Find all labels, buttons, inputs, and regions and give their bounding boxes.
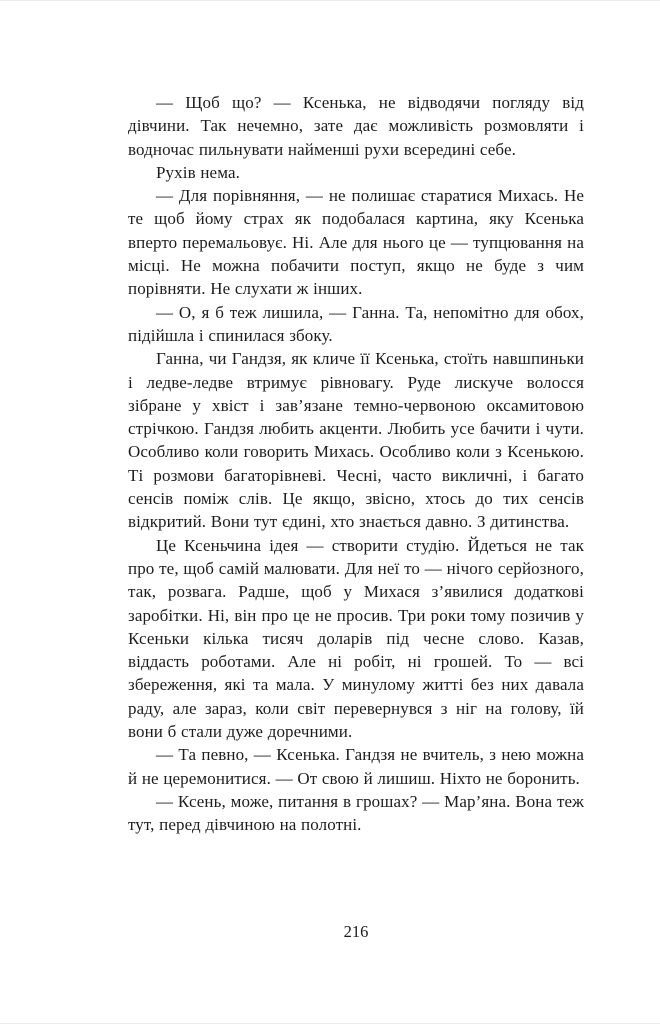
- paragraph: — Для порівняння, — не полишає старатися Михась. Не те щоб йому страх як подобалася картина, яку Ксенька вперто перемальовує. Ні. Але для нього це — тупцювання на місці. Не можна побачити поступ, якщо не буде з чим порівняти. Не слухати ж інших.: [128, 186, 584, 299]
- page-number: 216: [343, 922, 369, 941]
- paragraph: — О, я б теж лишила, — Ганна. Та, непомітно для обох, підійшла і спинилася збоку.: [128, 302, 584, 345]
- paragraph: — Ксень, може, питання в грошах? — Мар’яна. Вона теж тут, перед дівчиною на полотні.: [128, 791, 584, 835]
- paragraph: Це Ксеньчина ідея — створити студію. Йдеться не так про те, щоб самій малювати. Для неї то — нічого серйозного, так, розвага. Радше, щоб у Михася з’явилися додаткові заробітки. Ні, він про це не просив. Три роки тому позичив у Ксеньки кілька тисяч доларів під чесне слово. Казав, віддасть роботами. Але ні робіт, ні грошей. То — всі збереження, які та мала. У минулому житті без них давала раду, але зараз, коли світ перевернувся з ніг на голову, їй вони б стали дуже доречними.: [128, 535, 584, 742]
- paragraph: — Та певно, — Ксенька. Гандзя не вчитель, з нею можна й не церемонитися. — От свою й лишиш. Ніхто не боронить.: [128, 745, 584, 788]
- paragraph: Ганна, чи Гандзя, як кличе її Ксенька, стоїть навшпиньки і ледве-ледве втримує рівновагу. Руде лискуче волосся зібране у хвіст і зав’язане темно-червоною оксамитовою стрічкою. Гандзя любить акценти. Любить усе бачити і чути. Особливо коли говорить Михась. Особливо коли з Ксенькою. Ті розмови багаторівневі. Чесні, часто викличні, і багато сенсів поміж слів. Це якщо, звісно, хтось до тих сенсів відкритий. Вони тут єдині, хто знається давно. З дитинства.: [128, 349, 584, 532]
- paragraph: — Щоб що? — Ксенька, не відводячи погляду від дівчини. Так нечемно, зате дає можливість розмовляти і водночас пильнувати найменші рухи всередині себе.: [128, 93, 584, 159]
- paragraph: Рухів нема.: [156, 162, 240, 182]
- page-text: [128, 91, 584, 837]
